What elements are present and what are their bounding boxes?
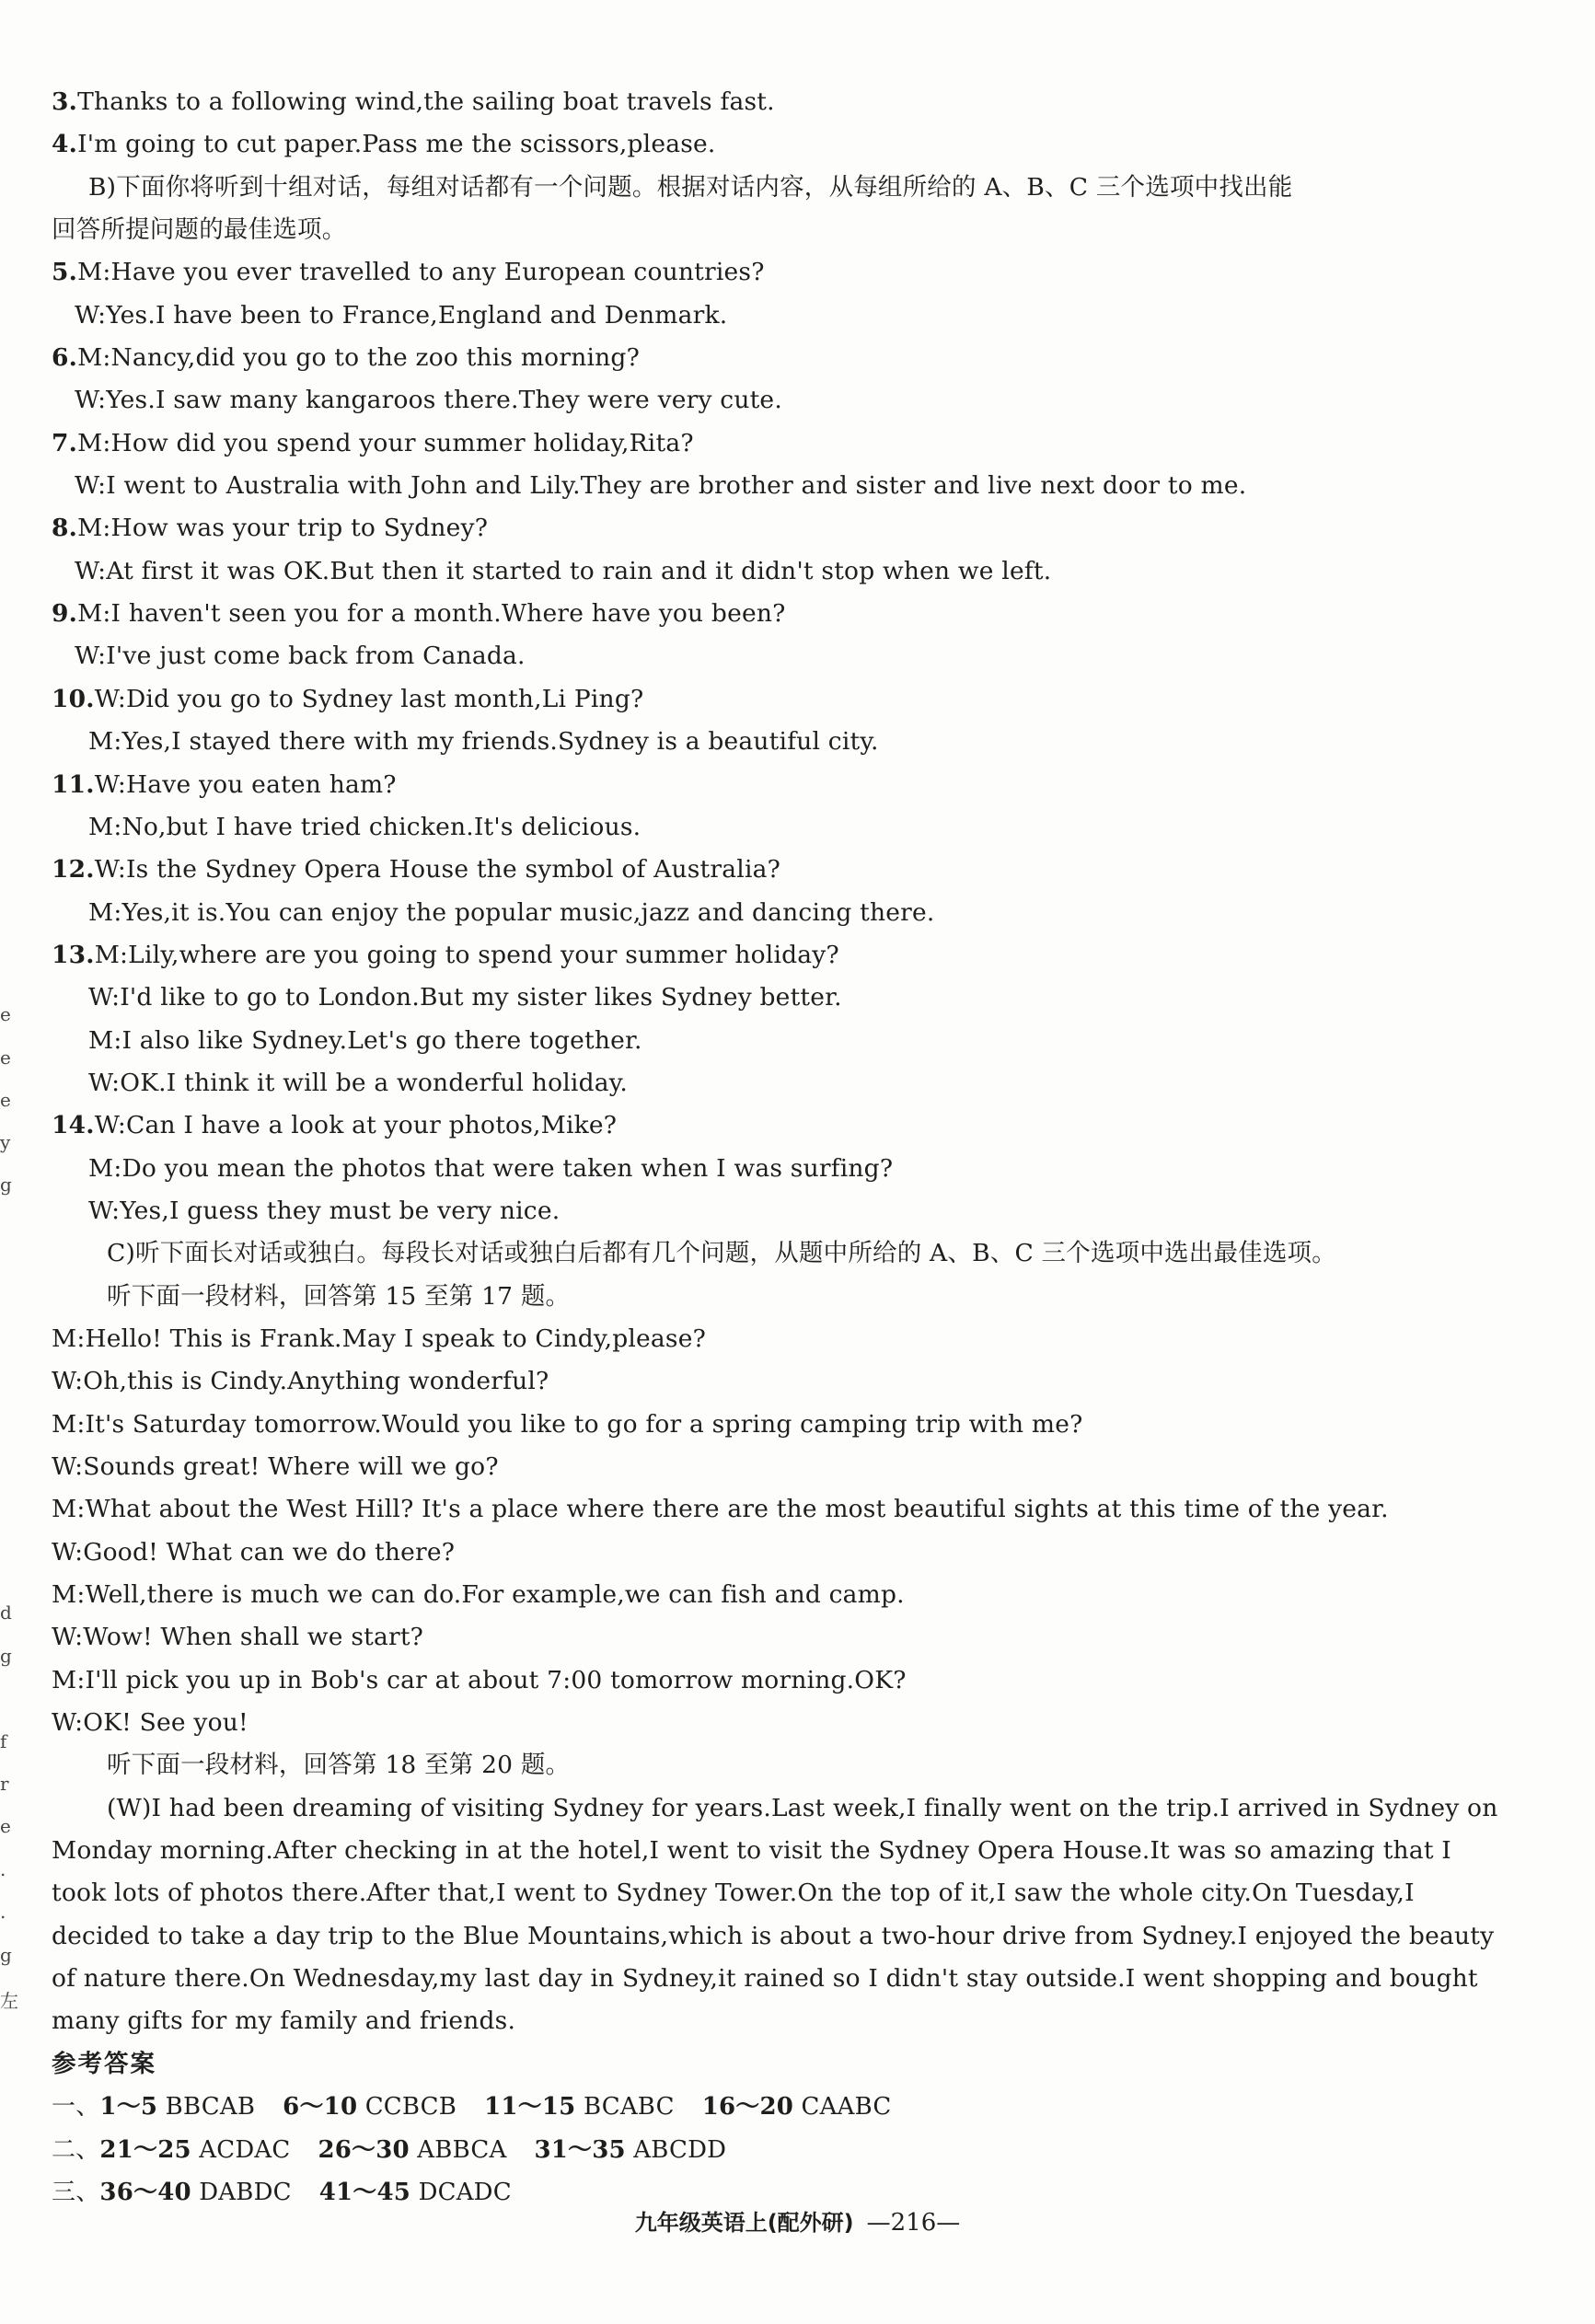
line-text: W:Is the Sydney Opera House the symbol of Australia?: [94, 855, 781, 885]
text-line: [52, 1062, 1441, 1104]
answer-letters: DCADC: [418, 2178, 512, 2206]
line-text: W:Oh,this is Cindy.Anything wonderful?: [52, 1367, 549, 1396]
line-text: Monday morning.After checking in at the hotel,I went to visit the Sydney Opera House.It was so amazing that I: [52, 1836, 1451, 1866]
answer-letters: CCBCB: [364, 2093, 457, 2122]
margin-fragment: .: [0, 1901, 6, 1923]
answer-range: 6～10: [283, 2093, 358, 2122]
line-text: W:OK.I think it will be a wonderful holiday.: [88, 1068, 629, 1097]
text-line: [52, 1830, 1451, 1872]
line-text: C)听下面长对话或独白。每段长对话或独白后都有几个问题，从题中所给的 A、B、C 三个选项中选出最佳选项。: [107, 1239, 1336, 1268]
line-text: W:Good! What can we do there?: [52, 1537, 456, 1567]
question-number: 5.: [52, 258, 78, 287]
line-text: 听下面一段材料，回答第 15 至第 17 题。: [107, 1281, 571, 1311]
answer-range: 16～20: [701, 2093, 794, 2122]
footer-page-number: —216—: [866, 2209, 961, 2237]
answer-letters: ABCDD: [633, 2135, 727, 2164]
text-line: [52, 1190, 1441, 1232]
text-line: [52, 764, 1441, 806]
text-line: [52, 337, 1441, 379]
text-line: [52, 123, 1441, 166]
text-line: [52, 1276, 1441, 1318]
question-number: 7.: [52, 428, 78, 457]
text-line: [52, 2000, 1441, 2042]
text-line: [52, 1104, 1441, 1147]
line-text: W:Wow! When shall we start?: [52, 1623, 424, 1652]
text-line: [52, 1659, 1441, 1702]
answer-letters: CAABC: [801, 2093, 892, 2122]
text-line: [52, 1744, 1441, 1786]
question-number: 12.: [52, 855, 95, 885]
margin-fragment: e: [0, 1089, 11, 1111]
line-text: W:Did you go to Sydney last month,Li Ping?: [94, 684, 644, 713]
line-text: M:How did you spend your summer holiday,Rita?: [77, 428, 694, 457]
text-line: [52, 465, 1441, 507]
text-line: [52, 1318, 1441, 1360]
text-line: [52, 892, 1441, 934]
line-text: M:Yes,I stayed there with my friends.Sydney is a beautiful city.: [88, 727, 879, 757]
line-text: M:Do you mean the photos that were taken when I was surfing?: [88, 1153, 894, 1183]
question-number: 6.: [52, 343, 78, 373]
margin-fragment: .: [0, 1858, 6, 1880]
line-text: M:Have you ever travelled to any European countries?: [77, 258, 765, 287]
line-text: M:Nancy,did you go to the zoo this morning?: [77, 343, 640, 373]
text-line: [52, 1020, 1441, 1062]
text-line: [52, 1404, 1441, 1446]
line-text: M:How was your trip to Sydney?: [77, 514, 489, 543]
line-text: decided to take a day trip to the Blue Mountains,which is about a two-hour drive from Sydney.I enjoyed the beauty: [52, 1921, 1495, 1950]
text-line: [52, 379, 1441, 422]
line-text: M:Lily,where are you going to spend your summer holiday?: [94, 940, 839, 969]
text-line: [52, 1232, 1441, 1275]
line-text: 回答所提问题的最佳选项。: [52, 215, 347, 245]
text-line: [52, 209, 1441, 251]
line-text: W:At first it was OK.But then it started to rain and it didn't stop when we left.: [75, 556, 1052, 585]
margin-fragment: r: [0, 1773, 9, 1795]
line-text: M:It's Saturday tomorrow.Would you like to go for a spring camping trip with me?: [52, 1409, 1083, 1439]
answer-row: [52, 2086, 1441, 2128]
line-text: M:What about the West Hill? It's a place where there are the most beautiful sights at this time of the year.: [52, 1495, 1389, 1524]
answer-range: 1～5: [99, 2093, 158, 2122]
line-text: took lots of photos there.After that,I went to Sydney Tower.On the top of it,I saw the whole city.On Tuesday,I: [52, 1879, 1415, 1908]
text-line: [52, 806, 1441, 849]
margin-fragment: g: [0, 1944, 12, 1966]
text-line: [52, 1616, 1441, 1659]
text-line: [52, 1574, 1441, 1616]
text-line: [52, 1915, 1495, 1958]
text-line: [52, 678, 1441, 721]
line-text: many gifts for my family and friends.: [52, 2006, 516, 2036]
question-number: 14.: [52, 1111, 95, 1140]
answer-range: 41～45: [318, 2178, 411, 2206]
text-line: [52, 977, 1441, 1019]
text-line: [52, 507, 1441, 549]
line-text: W:Can I have a look at your photos,Mike?: [94, 1111, 618, 1140]
margin-fragment: g: [0, 1645, 12, 1667]
answer-section-prefix: 一、: [52, 2093, 100, 2122]
margin-fragment: d: [0, 1601, 12, 1624]
margin-fragment: y: [0, 1131, 11, 1153]
answer-letters: BCABC: [583, 2093, 675, 2122]
answer-range: 26～30: [318, 2135, 410, 2164]
answer-section-prefix: 三、: [52, 2178, 100, 2206]
answer-letters: ABBCA: [417, 2135, 507, 2164]
text-line: [52, 167, 1441, 209]
text-line: [52, 550, 1441, 593]
answer-letters: DABDC: [199, 2178, 292, 2206]
line-text: W:Sounds great! Where will we go?: [52, 1452, 499, 1481]
question-number: 13.: [52, 940, 95, 969]
text-line: [52, 593, 1441, 635]
line-text: W:Yes.I saw many kangaroos there.They were very cute.: [75, 386, 782, 415]
document-page: [52, 81, 1498, 2214]
line-text: W:I've just come back from Canada.: [75, 642, 526, 671]
line-text: B)下面你将听到十组对话，每组对话都有一个问题。根据对话内容，从每组所给的 A、B、C 三个选项中找出能: [88, 172, 1293, 202]
answer-range: 31～35: [534, 2135, 626, 2164]
text-line: [52, 1872, 1441, 1914]
text-line: [52, 1360, 1441, 1403]
transcript-body: [52, 81, 1498, 2043]
margin-fragment: e: [0, 1046, 11, 1069]
question-number: 9.: [52, 599, 78, 629]
answer-range: 36～40: [99, 2178, 191, 2206]
margin-fragment: 左: [0, 1990, 18, 2012]
line-text: W:Yes,I guess they must be very nice.: [88, 1196, 561, 1225]
margin-fragment: g: [0, 1174, 12, 1196]
text-line: [52, 1148, 1441, 1190]
text-line: [52, 1702, 1441, 1744]
text-line: [52, 721, 1441, 763]
line-text: W:Yes.I have been to France,England and Denmark.: [75, 300, 728, 330]
footer-book-title: 九年级英语上(配外研): [634, 2210, 854, 2236]
question-number: 11.: [52, 769, 95, 799]
question-number: 3.: [52, 87, 78, 116]
answer-key: [52, 2086, 1441, 2214]
line-text: W:I'd like to go to London.But my sister likes Sydney better.: [88, 983, 842, 1012]
line-text: I'm going to cut paper.Pass me the scissors,please.: [77, 130, 716, 159]
text-line: [52, 934, 1441, 977]
margin-fragment: f: [0, 1730, 7, 1752]
text-line: [52, 81, 1441, 123]
line-text: M:I also like Sydney.Let's go there together.: [88, 1025, 642, 1055]
text-line: [52, 1787, 1498, 1830]
answer-range: 21～25: [99, 2135, 191, 2164]
line-text: M:I'll pick you up in Bob's car at about 7:00 tomorrow morning.OK?: [52, 1665, 907, 1694]
line-text: Thanks to a following wind,the sailing boat travels fast.: [77, 87, 775, 116]
answer-letters: BBCAB: [165, 2093, 256, 2122]
text-line: [52, 1532, 1441, 1574]
line-text: W:Have you eaten ham?: [94, 769, 397, 799]
line-text: W:I went to Australia with John and Lily.They are brother and sister and live next door to me.: [75, 471, 1247, 501]
answers-title: 参考答案: [52, 2049, 156, 2078]
text-line: [52, 849, 1441, 891]
text-line: [52, 422, 1441, 465]
line-text: 听下面一段材料，回答第 18 至第 20 题。: [107, 1751, 571, 1780]
line-text: of nature there.On Wednesday,my last day in Sydney,it rained so I didn't stay outside.I went shopping and bought: [52, 1964, 1478, 1994]
line-text: (W)I had been dreaming of visiting Sydney for years.Last week,I finally went on the trip.I arrived in Sydney on: [107, 1793, 1498, 1822]
answer-range: 11～15: [484, 2093, 576, 2122]
text-line: [52, 635, 1441, 677]
question-number: 8.: [52, 514, 78, 543]
text-line: [52, 1958, 1478, 2000]
answer-row: [52, 2129, 1441, 2171]
question-number: 10.: [52, 684, 95, 713]
line-text: M:Well,there is much we can do.For example,we can fish and camp.: [52, 1580, 905, 1610]
margin-fragment: e: [0, 1815, 11, 1837]
line-text: M:No,but I have tried chicken.It's delicious.: [88, 812, 641, 841]
line-text: W:OK! See you!: [52, 1708, 248, 1738]
line-text: M:Yes,it is.You can enjoy the popular music,jazz and dancing there.: [88, 897, 935, 927]
text-line: [52, 295, 1441, 337]
page-footer: [0, 2204, 1595, 2237]
question-number: 4.: [52, 130, 78, 159]
line-text: M:Hello! This is Frank.May I speak to Cindy,please?: [52, 1324, 707, 1353]
answer-letters: ACDAC: [199, 2135, 291, 2164]
margin-fragment: e: [0, 1003, 11, 1025]
text-line: [52, 1446, 1441, 1488]
answer-section-prefix: 二、: [52, 2135, 100, 2164]
text-line: [52, 251, 1441, 294]
line-text: M:I haven't seen you for a month.Where have you been?: [77, 599, 786, 629]
text-line: [52, 1488, 1441, 1531]
